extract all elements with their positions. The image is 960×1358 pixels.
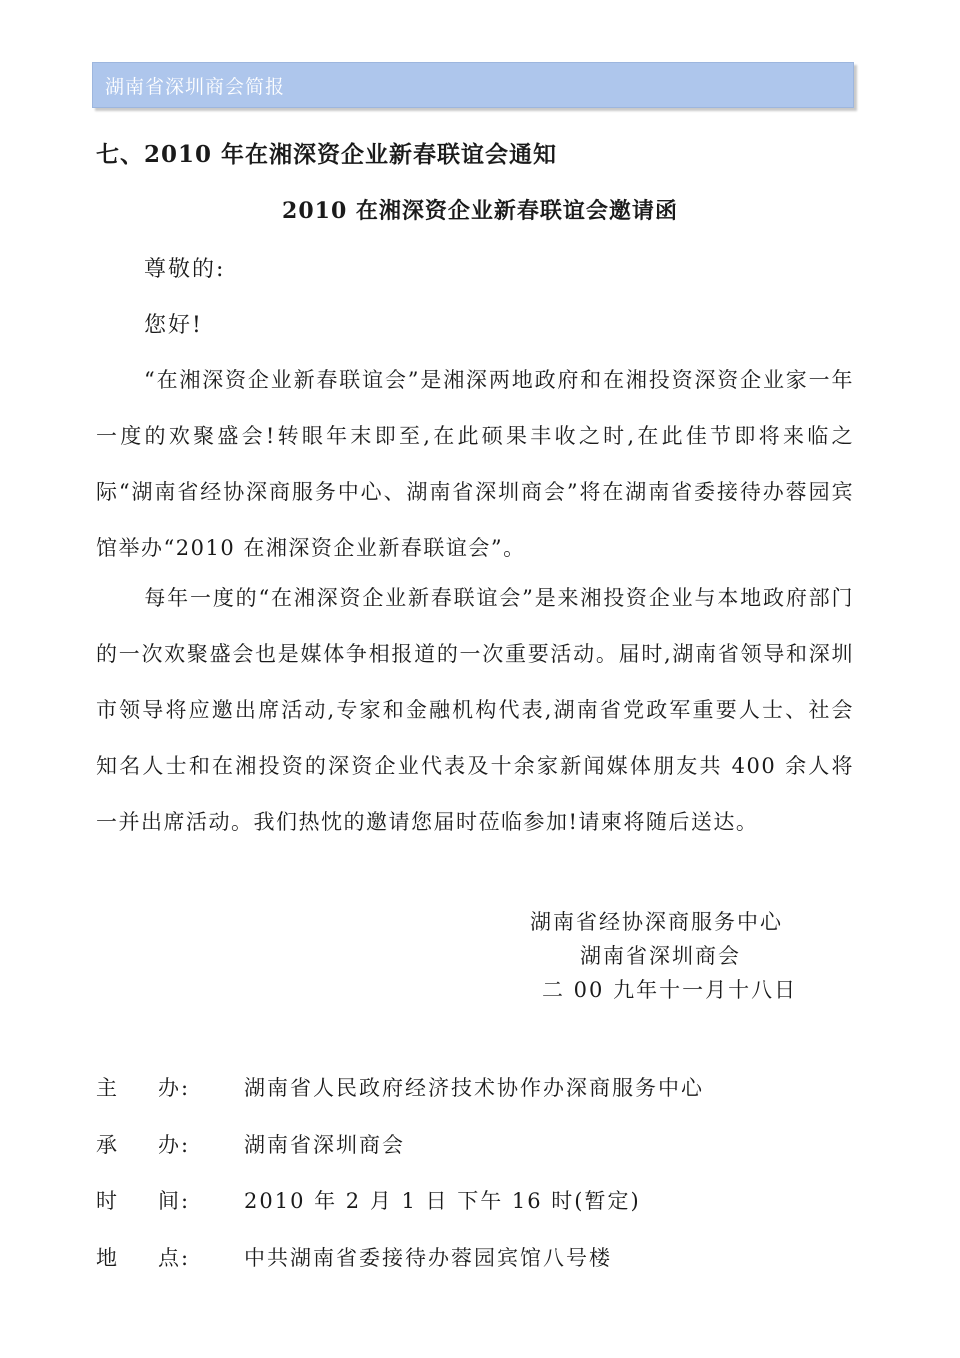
paragraph-1 bbox=[96, 352, 854, 576]
paragraph-2 bbox=[96, 570, 854, 850]
info-label-host-a: 主 bbox=[96, 1076, 119, 1100]
salutation: 尊敬的: bbox=[144, 257, 226, 282]
signature-date: 二 00 九年十一月十八日 bbox=[542, 978, 798, 1002]
signature-org-2: 湖南省深圳商会 bbox=[580, 944, 741, 968]
info-label-host-b: 办: bbox=[158, 1076, 191, 1100]
section-title: 七、2010 年在湘深资企业新春联谊会通知 bbox=[96, 141, 558, 168]
info-value-time: 2010 年 2 月 1 日 下午 16 时(暂定) bbox=[244, 1189, 641, 1213]
newsletter-header-title: 湖南省深圳商会简报 bbox=[105, 76, 286, 98]
info-label-venue-b: 点: bbox=[158, 1246, 191, 1270]
info-label-time-b: 间: bbox=[158, 1189, 191, 1213]
invitation-title: 2010 在湘深资企业新春联谊会邀请函 bbox=[282, 198, 678, 224]
info-label-time-a: 时 bbox=[96, 1189, 119, 1213]
info-label-venue-a: 地 bbox=[96, 1246, 119, 1270]
paragraph-1-text: “在湘深资企业新春联谊会”是湘深两地政府和在湘投资深资企业家一年一度的欢聚盛会!转眼年末即至,在此硕果丰收之时,在此佳节即将来临之际“湖南省经协深商服务中心、湖南省深圳商会”将在湖南省委接待办蓉园宾馆举办“2010 在湘深资企业新春联谊会”。 bbox=[96, 368, 854, 560]
greeting: 您好! bbox=[144, 313, 203, 338]
info-value-venue: 中共湖南省委接待办蓉园宾馆八号楼 bbox=[244, 1246, 612, 1270]
info-value-host: 湖南省人民政府经济技术协作办深商服务中心 bbox=[244, 1076, 704, 1100]
info-value-organizer: 湖南省深圳商会 bbox=[244, 1133, 405, 1157]
signature-org-1: 湖南省经协深商服务中心 bbox=[530, 910, 783, 934]
info-label-organizer-b: 办: bbox=[158, 1133, 191, 1157]
newsletter-header-band bbox=[92, 62, 854, 108]
info-label-organizer-a: 承 bbox=[96, 1133, 119, 1157]
paragraph-2-text: 每年一度的“在湘深资企业新春联谊会”是来湘投资企业与本地政府部门的一次欢聚盛会也是媒体争相报道的一次重要活动。届时,湖南省领导和深圳市领导将应邀出席活动,专家和金融机构代表,湖南省党政军重要人士、社会知名人士和在湘投资的深资企业代表及十余家新闻媒体朋友共 400 余人将一并出席活动。我们热忱的邀请您届时莅临参加!请柬将随后送达。 bbox=[96, 586, 854, 834]
